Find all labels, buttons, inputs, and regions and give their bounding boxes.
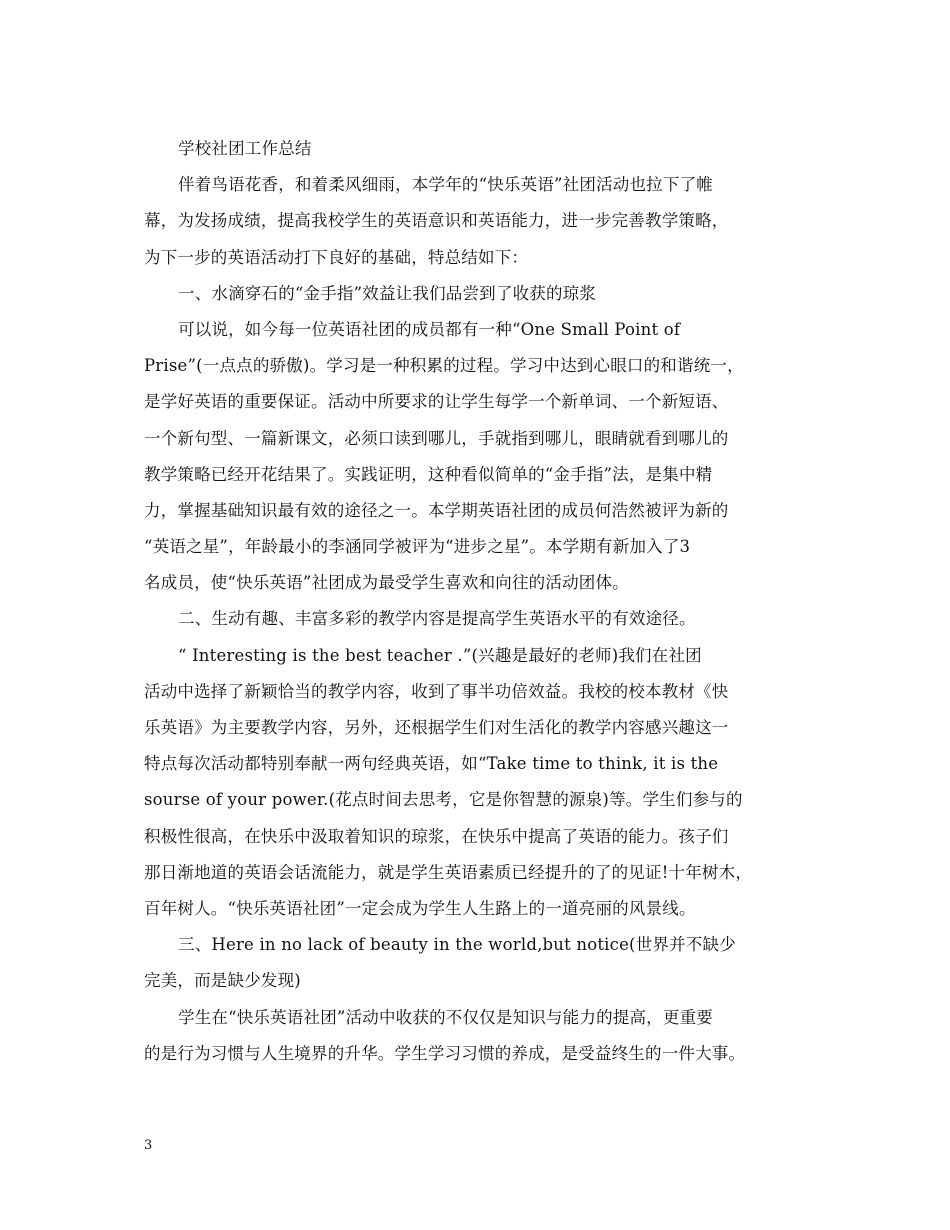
page-number: 3 [144, 1138, 153, 1153]
paragraph-line: “英语之星”，年龄最小的李涵同学被评为“进步之星”。本学期有新加入了3 [144, 537, 691, 557]
paragraph-line: 一个新句型、一篇新课文，必须口读到哪儿，手就指到哪儿，眼睛就看到哪儿的 [144, 428, 729, 448]
paragraph-line: 教学策略已经开花结果了。实践证明，这种看似简单的“金手指”法，是集中精 [144, 464, 713, 484]
paragraph-line: 完美，而是缺少发现) [144, 971, 301, 991]
section-heading-1: 一、水滴穿石的“金手指”效益让我们品尝到了收获的琼浆 [178, 283, 597, 303]
paragraph-line: 名成员，使“快乐英语”社团成为最受学生喜欢和向往的活动团体。 [144, 573, 629, 593]
paragraph-line: 伴着鸟语花香，和着柔风细雨，本学年的“快乐英语”社团活动也拉下了帷 [178, 175, 713, 195]
document-body [144, 131, 824, 1072]
document-title: 学校社团工作总结 [178, 139, 312, 158]
paragraph-line: 学生在“快乐英语社团”活动中收获的不仅仅是知识与能力的提高，更重要 [178, 1007, 713, 1027]
paragraph-line: sourse of your power.(花点时间去思考，它是你智慧的源泉)等。学生们参与的 [144, 790, 743, 810]
section-heading-3: 三、Here in no lack of beauty in the world,but notice(世界并不缺少 [178, 935, 736, 955]
paragraph-line: 力，掌握基础知识最有效的途径之一。本学期英语社团的成员何浩然被评为新的 [144, 500, 729, 520]
paragraph-line: Prise”(一点点的骄傲)。学习是一种积累的过程。学习中达到心眼口的和谐统一， [144, 356, 744, 376]
paragraph-line: 幕，为发扬成绩，提高我校学生的英语意识和英语能力，进一步完善教学策略， [144, 211, 729, 231]
paragraph-line: 的是行为习惯与人生境界的升华。学生学习习惯的养成，是受益终生的一件大事。 [144, 1043, 746, 1063]
paragraph-line: 百年树人。“快乐英语社团”一定会成为学生人生路上的一道亮丽的风景线。 [144, 898, 696, 918]
paragraph-line: 乐英语》为主要教学内容，另外，还根据学生们对生活化的教学内容感兴趣这一 [144, 718, 729, 737]
paragraph-line: 那日渐地道的英语会话流能力，就是学生英语素质已经提升的了的见证!十年树木， [144, 862, 753, 882]
paragraph-line: 特点每次活动都特别奉献一两句经典英语，如“Take time to think, it is the [144, 754, 719, 774]
paragraph-line: 为下一步的英语活动打下良好的基础，特总结如下： [144, 247, 529, 267]
paragraph-line: 活动中选择了新颖恰当的教学内容，收到了事半功倍效益。我校的校本教材《快 [144, 681, 729, 701]
section-heading-2: 二、生动有趣、丰富多彩的教学内容是提高学生英语水平的有效途径。 [178, 609, 696, 629]
paragraph-line: “ Interesting is the best teacher .”(兴趣是最好的老师)我们在社团 [178, 645, 702, 665]
paragraph-line: 可以说，如今每一位英语社团的成员都有一种“One Small Point of [178, 319, 681, 339]
paragraph-line: 是学好英语的重要保证。活动中所要求的让学生每学一个新单词、一个新短语、 [144, 392, 729, 412]
paragraph-line: 积极性很高，在快乐中汲取着知识的琼浆，在快乐中提高了英语的能力。孩子们 [144, 826, 729, 846]
